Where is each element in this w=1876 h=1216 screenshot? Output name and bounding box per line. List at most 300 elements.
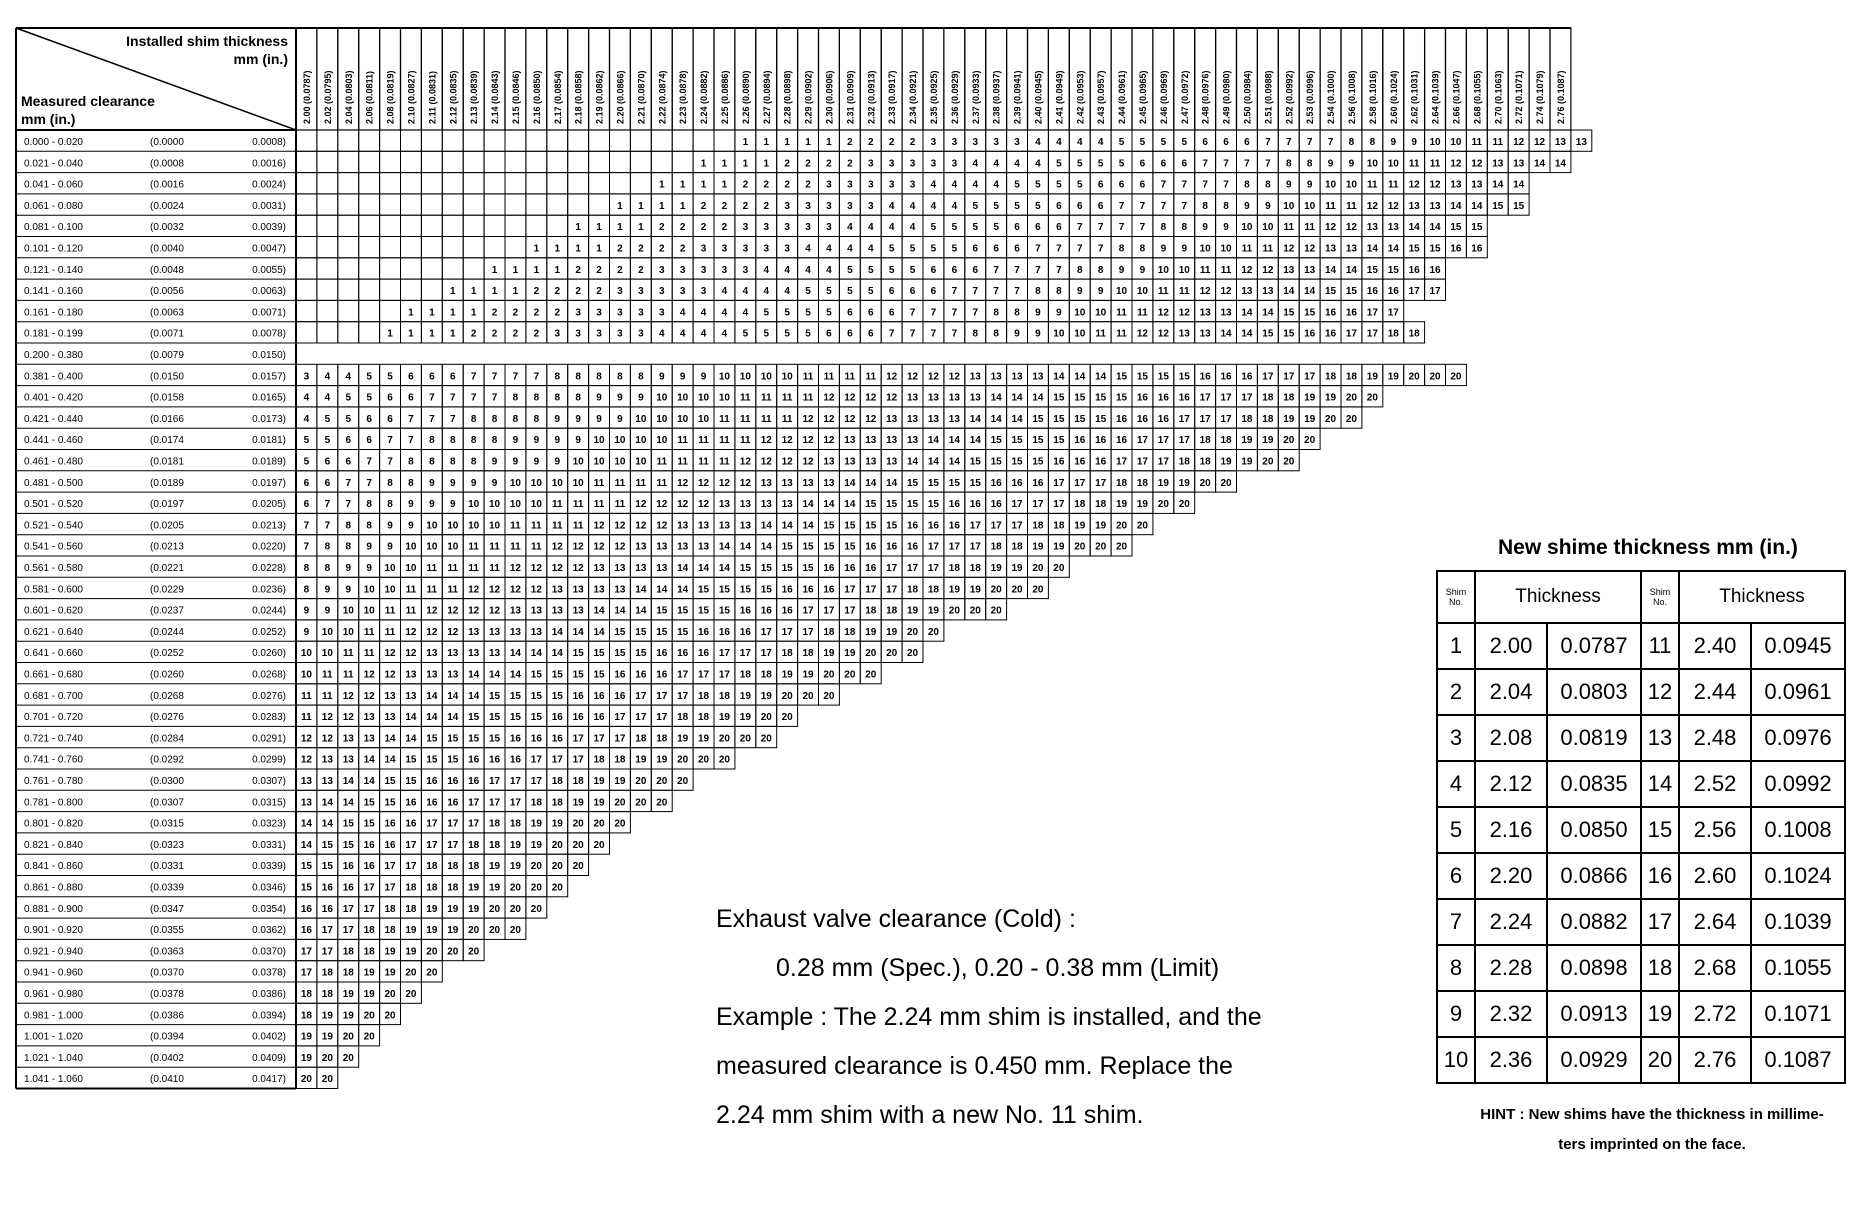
shim-number: 8 xyxy=(387,499,393,511)
shim-number: 18 xyxy=(593,754,605,766)
shim-number: 6 xyxy=(930,264,937,276)
shim-number: 16 xyxy=(1115,435,1128,447)
shim-number: 15 xyxy=(1471,222,1483,234)
installed-header-label: 2.70 (0.1063) xyxy=(1493,70,1504,124)
shim-number: 13 xyxy=(530,626,542,638)
measured-range-in-low: (0.0213 xyxy=(150,541,184,553)
shim-number: 12 xyxy=(593,520,605,532)
shim-number: 13 xyxy=(426,648,438,660)
shim-no-cell: 2 xyxy=(1437,669,1475,715)
shim-number: 8 xyxy=(491,413,498,425)
measured-range-mm: 1.021 - 1.040 xyxy=(24,1052,83,1064)
shim-number: 6 xyxy=(1014,243,1020,255)
shim-number: 8 xyxy=(1265,179,1271,191)
shim-number: 20 xyxy=(865,648,877,660)
grid-cell xyxy=(589,173,610,194)
shim-number: 20 xyxy=(1157,499,1169,511)
shim-number: 3 xyxy=(784,243,790,255)
shim-number: 12 xyxy=(426,605,438,617)
measured-range-in-high: 0.0283) xyxy=(252,712,286,724)
shim-number: 18 xyxy=(927,584,940,596)
installed-header-label: 2.38 (0.0937) xyxy=(991,70,1002,124)
shim-number: 10 xyxy=(1136,286,1149,298)
shim-in-cell: 0.0882 xyxy=(1547,899,1641,945)
shim-number: 7 xyxy=(324,520,331,532)
shim-number: 3 xyxy=(805,222,811,234)
shim-number: 15 xyxy=(865,520,877,532)
shim-number: 12 xyxy=(760,456,772,468)
shim-number: 12 xyxy=(1220,286,1232,298)
shim-number: 10 xyxy=(635,456,647,468)
shim-number: 5 xyxy=(345,392,352,404)
shim-number: 17 xyxy=(1283,371,1295,383)
shim-number: 15 xyxy=(677,605,689,617)
shim-mm-cell: 2.44 xyxy=(1679,669,1751,715)
shim-number: 19 xyxy=(1011,563,1023,574)
shim-number: 11 xyxy=(1116,307,1127,319)
shim-number: 12 xyxy=(1324,222,1337,234)
shim-number: 12 xyxy=(321,733,333,745)
shim-number: 12 xyxy=(572,541,584,553)
shim-number: 19 xyxy=(572,797,584,809)
grid-cell xyxy=(338,215,359,236)
shim-number: 19 xyxy=(1136,499,1149,511)
shim-number: 4 xyxy=(679,307,686,319)
shim-number: 19 xyxy=(509,861,522,873)
shim-number: 8 xyxy=(303,584,310,596)
measured-range-in-low: (0.0300 xyxy=(150,776,184,787)
shim-number: 16 xyxy=(614,690,626,702)
shim-number: 12 xyxy=(635,520,647,532)
shim-number: 4 xyxy=(700,328,707,340)
shim-number: 12 xyxy=(1262,264,1274,276)
shim-number: 11 xyxy=(1178,286,1190,298)
shim-number: 18 xyxy=(697,690,710,702)
shim-number: 5 xyxy=(1118,137,1125,148)
grid-cell xyxy=(442,194,463,215)
shim-number: 1 xyxy=(575,243,581,255)
installed-header-label: 2.14 (0.0843) xyxy=(490,70,501,124)
measured-range-mm: 0.841 - 0.860 xyxy=(24,861,83,873)
shim-number: 3 xyxy=(972,137,979,148)
shim-number: 19 xyxy=(1220,456,1232,468)
measured-range-in-high: 0.0039) xyxy=(252,222,286,234)
shim-number: 19 xyxy=(300,1031,313,1043)
shim-number: 15 xyxy=(342,818,354,830)
shim-number: 1 xyxy=(826,137,832,148)
shim-number: 19 xyxy=(906,605,919,617)
shim-number: 7 xyxy=(366,477,372,489)
shim-number: 4 xyxy=(951,179,958,191)
shim-number: 4 xyxy=(867,243,874,255)
shim-number: 11 xyxy=(1262,243,1274,255)
shim-number: 3 xyxy=(658,286,665,298)
shim-number: 20 xyxy=(1199,477,1211,489)
shim-number: 11 xyxy=(698,456,709,468)
measured-range-mm: 0.561 - 0.580 xyxy=(24,563,83,574)
shim-number: 18 xyxy=(321,967,333,979)
shim-number: 1 xyxy=(533,264,540,276)
shim-number: 7 xyxy=(1181,179,1188,191)
shim-number: 2 xyxy=(700,222,707,234)
shim-number: 20 xyxy=(593,839,605,851)
shim-number: 15 xyxy=(488,712,501,724)
shim-mm-cell: 2.40 xyxy=(1679,623,1751,669)
shim-number: 3 xyxy=(700,264,707,276)
shim-mm-cell: 2.64 xyxy=(1679,899,1751,945)
shim-number: 15 xyxy=(656,605,668,617)
shim-number: 14 xyxy=(1554,158,1567,170)
shim-number: 17 xyxy=(865,584,877,596)
grid-cell xyxy=(630,130,651,151)
shim-number: 12 xyxy=(342,712,354,724)
shim-number: 16 xyxy=(614,669,626,681)
shim-number: 9 xyxy=(575,413,581,425)
shim-number: 9 xyxy=(658,371,665,383)
shim-number: 9 xyxy=(429,499,435,511)
shim-number: 17 xyxy=(468,818,480,830)
shim-number: 17 xyxy=(1011,499,1023,511)
shim-number: 18 xyxy=(1053,520,1065,532)
shim-number: 9 xyxy=(638,392,644,404)
shim-number: 9 xyxy=(1097,286,1104,298)
shim-number: 16 xyxy=(802,584,814,596)
shim-number: 20 xyxy=(677,754,689,766)
shim-number: 16 xyxy=(1115,413,1128,425)
shim-number: 4 xyxy=(1076,137,1083,148)
shim-number: 12 xyxy=(802,435,814,447)
shim-number: 20 xyxy=(1304,435,1316,447)
shim-number: 3 xyxy=(742,243,749,255)
shim-number: 20 xyxy=(739,733,751,745)
grid-cell xyxy=(421,151,442,172)
shim-number: 11 xyxy=(1346,200,1357,212)
shim-number: 9 xyxy=(575,435,581,447)
shim-number: 10 xyxy=(1304,200,1316,212)
grid-cell xyxy=(672,130,693,151)
grid-cell xyxy=(359,215,380,236)
shim-number: 14 xyxy=(405,712,417,724)
shim-number: 9 xyxy=(491,477,498,489)
grid-cell xyxy=(547,130,568,151)
shim-number: 8 xyxy=(345,541,352,553)
shim-number: 3 xyxy=(930,137,937,148)
shim-number: 10 xyxy=(468,499,480,511)
shim-number: 20 xyxy=(1011,584,1023,596)
shim-number: 16 xyxy=(760,605,772,617)
shim-number: 1 xyxy=(700,158,707,170)
shim-number: 10 xyxy=(1199,243,1211,255)
shim-number: 16 xyxy=(300,903,313,915)
shim-number: 13 xyxy=(300,776,313,787)
shim-number: 10 xyxy=(593,435,605,447)
shim-number: 16 xyxy=(906,541,919,553)
shim-number: 11 xyxy=(593,477,605,489)
shim-number: 13 xyxy=(969,392,981,404)
shim-number: 15 xyxy=(865,499,877,511)
installed-header-label: 2.11 (0.0831) xyxy=(427,70,438,124)
shim-number: 7 xyxy=(909,307,916,319)
measured-range-in-low: (0.0024 xyxy=(150,200,184,212)
shim-number: 5 xyxy=(1014,200,1020,212)
shim-number: 2 xyxy=(491,328,498,340)
shim-number: 16 xyxy=(1136,413,1149,425)
measured-range-in-low: (0.0056 xyxy=(150,286,184,298)
shim-number: 18 xyxy=(1074,499,1086,511)
shim-number: 6 xyxy=(867,307,874,319)
measured-range-in-low: (0.0355 xyxy=(150,925,184,937)
shim-number: 16 xyxy=(1053,456,1065,468)
shim-number: 5 xyxy=(1160,137,1167,148)
shim-number: 20 xyxy=(551,882,563,894)
shim-number: 7 xyxy=(930,328,937,340)
measured-range-in-low: (0.0048 xyxy=(150,264,184,276)
new-shim-body xyxy=(1437,623,1845,1083)
shim-number: 7 xyxy=(408,413,414,425)
installed-header-label: 2.56 (0.1008) xyxy=(1346,70,1357,124)
shim-number: 10 xyxy=(300,648,313,660)
installed-header-label: 2.28 (0.0898) xyxy=(782,70,793,124)
shim-number: 5 xyxy=(345,413,352,425)
shim-number: 15 xyxy=(1053,413,1065,425)
shim-number: 3 xyxy=(700,286,707,298)
shim-number: 20 xyxy=(906,626,919,638)
shim-number: 1 xyxy=(429,328,435,340)
grid-cell xyxy=(484,194,505,215)
shim-number: 15 xyxy=(321,861,333,873)
shim-number: 12 xyxy=(1136,328,1149,340)
shim-mm-cell: 2.68 xyxy=(1679,945,1751,991)
shim-number: 7 xyxy=(1014,286,1020,298)
shim-number: 14 xyxy=(363,776,375,787)
shim-number: 5 xyxy=(909,243,916,255)
shim-number: 5 xyxy=(1118,158,1125,170)
shim-number: 15 xyxy=(886,499,898,511)
note-spec-values: 0.28 mm (Spec.), 0.20 - 0.38 mm (Limit) xyxy=(776,954,1220,982)
grid-cell xyxy=(463,151,484,172)
measured-range-mm: 0.541 - 0.560 xyxy=(24,541,83,553)
shim-number: 17 xyxy=(739,648,751,660)
shim-number: 15 xyxy=(886,520,898,532)
shim-number: 11 xyxy=(572,499,584,511)
measured-range-in-high: 0.0047) xyxy=(252,243,286,255)
shim-number: 13 xyxy=(1575,137,1587,148)
shim-number: 3 xyxy=(784,222,790,234)
shim-number: 11 xyxy=(1367,179,1378,191)
shim-number: 6 xyxy=(826,328,832,340)
shim-in-cell: 0.0976 xyxy=(1751,715,1845,761)
shim-number: 12 xyxy=(1387,200,1399,212)
shim-number: 10 xyxy=(363,584,375,596)
grid-cell xyxy=(338,173,359,194)
shim-number: 11 xyxy=(531,541,542,553)
shim-number: 12 xyxy=(593,541,605,553)
shim-number: 10 xyxy=(1115,286,1128,298)
shim-number: 7 xyxy=(429,413,435,425)
measured-range-in-high: 0.0236) xyxy=(252,584,286,596)
shim-number: 11 xyxy=(1095,328,1106,340)
shim-mm-cell: 2.16 xyxy=(1475,807,1547,853)
measured-range-mm: 0.741 - 0.760 xyxy=(24,754,83,766)
shim-number: 16 xyxy=(447,776,459,787)
shim-number: 7 xyxy=(491,392,498,404)
shim-number: 17 xyxy=(1408,286,1420,298)
shim-number: 8 xyxy=(345,520,352,532)
shim-number: 17 xyxy=(1157,456,1169,468)
shim-number: 10 xyxy=(488,499,501,511)
shim-number: 19 xyxy=(990,563,1002,574)
shim-number: 16 xyxy=(572,712,584,724)
shim-in-cell: 0.0850 xyxy=(1547,807,1641,853)
shim-number: 7 xyxy=(930,307,937,319)
shim-number: 13 xyxy=(781,477,793,489)
shim-number: 17 xyxy=(426,839,438,851)
grid-cell xyxy=(380,173,401,194)
shim-number: 17 xyxy=(614,712,626,724)
shim-number: 6 xyxy=(1014,222,1020,234)
shim-number: 7 xyxy=(1076,222,1083,234)
shim-number: 20 xyxy=(1345,413,1358,425)
shim-number: 1 xyxy=(512,264,519,276)
shim-number: 14 xyxy=(656,584,668,596)
shim-number: 10 xyxy=(1283,200,1295,212)
shim-number: 3 xyxy=(951,158,958,170)
grid-cell xyxy=(421,258,442,279)
shim-number: 2 xyxy=(596,286,602,298)
shim-number: 18 xyxy=(363,946,375,958)
shim-number: 7 xyxy=(1202,179,1208,191)
shim-number: 17 xyxy=(927,563,940,574)
shim-number: 14 xyxy=(802,520,814,532)
shim-number: 14 xyxy=(635,605,647,617)
shim-number: 13 xyxy=(948,413,960,425)
installed-header-label: 2.64 (0.1039) xyxy=(1430,70,1441,124)
shim-number: 10 xyxy=(635,435,647,447)
shim-number: 16 xyxy=(551,733,563,745)
grid-cell xyxy=(547,194,568,215)
grid-cell xyxy=(693,130,714,151)
measured-range-in-high: 0.0378) xyxy=(252,967,286,979)
shim-number: 17 xyxy=(1387,307,1399,319)
shim-number: 17 xyxy=(656,690,668,702)
shim-number: 10 xyxy=(530,477,542,489)
shim-number: 16 xyxy=(1178,392,1190,404)
shim-number: 10 xyxy=(321,648,333,660)
shim-number: 12 xyxy=(865,392,877,404)
shim-number: 15 xyxy=(906,499,919,511)
measured-range-in-high: 0.0071) xyxy=(252,307,286,319)
shim-number: 19 xyxy=(802,669,814,681)
shim-number: 1 xyxy=(679,200,686,212)
measured-range-in-low: (0.0292 xyxy=(150,754,184,766)
measured-range-in-low: (0.0174 xyxy=(150,435,184,447)
shim-number: 11 xyxy=(301,690,312,702)
shim-number: 15 xyxy=(509,690,522,702)
shim-number: 12 xyxy=(1345,222,1358,234)
shim-number: 10 xyxy=(447,520,459,532)
shim-number: 20 xyxy=(468,946,480,958)
shim-number: 11 xyxy=(635,477,647,489)
shim-number: 20 xyxy=(969,605,981,617)
shim-number: 9 xyxy=(1076,286,1083,298)
shim-number: 18 xyxy=(760,669,772,681)
measured-range-mm: 0.161 - 0.180 xyxy=(24,307,83,319)
grid-cell xyxy=(526,151,547,172)
installed-header-line1: Installed shim thickness xyxy=(126,33,288,49)
shim-number: 15 xyxy=(426,733,438,745)
shim-number: 8 xyxy=(638,371,644,383)
shim-number: 20 xyxy=(1053,563,1065,574)
grid-cell xyxy=(359,151,380,172)
shim-number: 15 xyxy=(635,626,647,638)
shim-number: 6 xyxy=(1097,200,1104,212)
shim-number: 18 xyxy=(488,818,501,830)
grid-cell xyxy=(463,173,484,194)
shim-number: 6 xyxy=(847,328,853,340)
shim-number: 17 xyxy=(1136,435,1149,447)
shim-number: 2 xyxy=(512,328,519,340)
shim-number: 12 xyxy=(802,413,814,425)
shim-number: 15 xyxy=(1387,264,1399,276)
grid-cell xyxy=(401,215,422,236)
shim-number: 5 xyxy=(888,243,895,255)
measured-range-in-low: (0.0205 xyxy=(150,520,184,532)
shim-number: 20 xyxy=(656,797,668,809)
measured-range-mm: 0.821 - 0.840 xyxy=(24,839,83,851)
grid-cell xyxy=(401,258,422,279)
shim-number: 12 xyxy=(551,563,563,574)
shim-number: 15 xyxy=(572,669,584,681)
installed-header-label: 2.62 (0.1031) xyxy=(1409,70,1420,124)
shim-number: 8 xyxy=(408,456,414,468)
shim-number: 7 xyxy=(1139,222,1146,234)
grid-cell xyxy=(380,258,401,279)
shim-number: 7 xyxy=(1035,264,1041,276)
shim-number: 7 xyxy=(491,371,498,383)
note-example-line: 2.24 mm shim with a new No. 11 shim. xyxy=(716,1101,1144,1129)
shim-number: 12 xyxy=(1366,200,1378,212)
measured-range-in-low: (0.0307 xyxy=(150,797,184,809)
shim-no-cell: 9 xyxy=(1437,991,1475,1037)
shim-number: 7 xyxy=(1202,158,1208,170)
shim-number: 12 xyxy=(363,669,375,681)
shim-number: 14 xyxy=(948,456,960,468)
shim-number: 14 xyxy=(1053,371,1065,383)
grid-cell xyxy=(401,151,422,172)
shim-number: 12 xyxy=(551,541,563,553)
shim-number: 5 xyxy=(805,286,811,298)
shim-number: 12 xyxy=(321,712,333,724)
shim-number: 16 xyxy=(468,776,480,787)
shim-number: 13 xyxy=(384,690,396,702)
shim-number: 20 xyxy=(342,1031,354,1043)
grid-cell xyxy=(317,130,338,151)
grid-cell xyxy=(338,237,359,258)
shim-number: 15 xyxy=(300,882,313,894)
shim-number: 20 xyxy=(530,882,542,894)
shim-number: 20 xyxy=(990,584,1002,596)
grid-cell xyxy=(401,194,422,215)
shim-in-cell: 0.0992 xyxy=(1751,761,1845,807)
measured-range-mm: 0.721 - 0.740 xyxy=(24,733,83,745)
shim-number: 17 xyxy=(1178,413,1190,425)
installed-header-label: 2.74 (0.1079) xyxy=(1535,70,1546,124)
shim-number: 7 xyxy=(1223,158,1229,170)
shim-number: 8 xyxy=(554,371,561,383)
shim-number: 20 xyxy=(551,839,563,851)
shim-number: 14 xyxy=(718,541,731,553)
grid-cell xyxy=(463,258,484,279)
